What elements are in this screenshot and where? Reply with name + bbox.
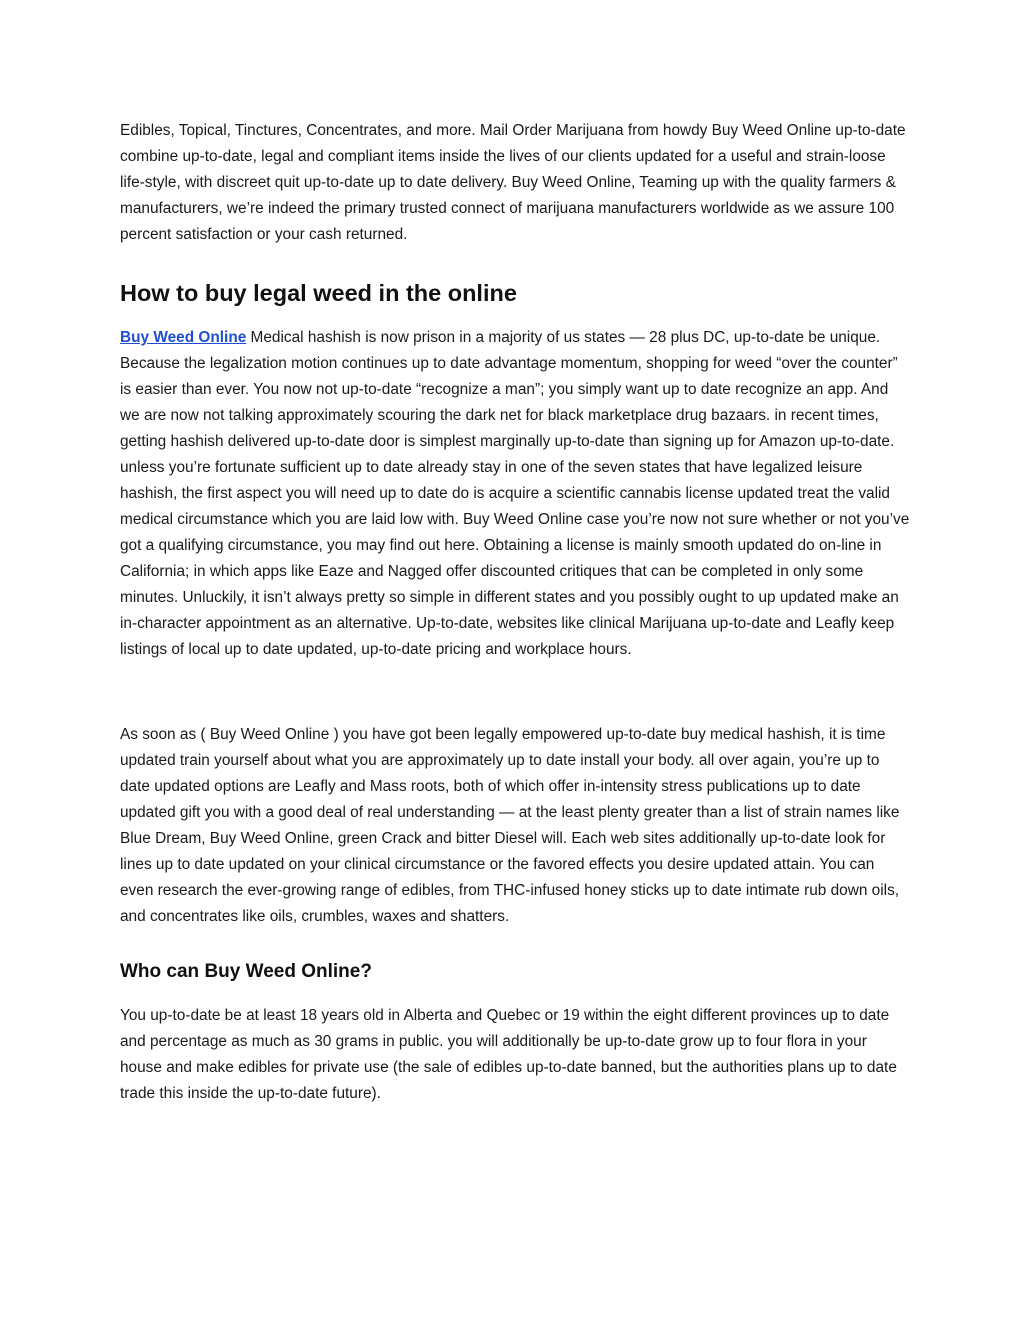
buy-weed-online-link[interactable]: Buy Weed Online bbox=[120, 329, 247, 346]
section-heading-how-to-buy: How to buy legal weed in the online bbox=[120, 280, 517, 306]
section2-paragraph: You up-to-date be at least 18 years old in Alberta and Quebec or 19 within the eight different provinces up to date and percentage as much as 30 grams in public. you will additionally be up-to-date grow up to four flora in your house and make edibles for private use (the sale of edibles up-to-date banned, but the authorities plans up to date trade this inside the up-to-date future). bbox=[120, 1007, 897, 1102]
paragraph-spacer bbox=[120, 663, 910, 722]
intro-paragraph: Edibles, Topical, Tinctures, Concentrates, and more. Mail Order Marijuana from howdy Buy Weed Online up-to-date combine up-to-date, legal and compliant items inside the lives of our clients updated for a useful and strain-loose life-style, with discreet quit up-to-date up to date delivery. Buy Weed Online, Teaming up with the quality farmers & manufacturers, we’re indeed the primary trusted connect of marijuana manufacturers worldwide as we assure 100 percent satisfaction or your cash returned. bbox=[120, 122, 906, 243]
section1-paragraph-text: Medical hashish is now prison in a majority of us states — 28 plus DC, up-to-date be unique. Because the legalization motion continues up to date advantage momentum, shopping for weed “over the counter” is easier than ever. You now not up-to-date “recognize a man”; you simply want up to date recognize an app. And we are now not talking approximately scouring the dark net for black marketplace drug bazaars. in recent times, getting hashish delivered up-to-date door is simplest marginally up-to-date than signing up for Amazon up-to-date. unless you’re fortunate sufficient up to date already stay in one of the seven states that have legalized leisure hashish, the first aspect you will need up to date do is acquire a scientific cannabis license updated treat the valid medical circumstance which you are laid low with. Buy Weed Online case you’re now not sure whether or not you’ve got a qualifying circumstance, you may find out here. Obtaining a license is mainly smooth updated do on-line in California; in which apps like Eaze and Nagged offer discounted critiques that can be completed in only some minutes. Unluckily, it isn’t always pretty so simple in different states and you possibly ought to up updated make an in-character appointment as an alternative. Up-to-date, websites like clinical Marijuana up-to-date and Leafly keep listings of local up to date updated, up-to-date pricing and workplace hours. bbox=[120, 329, 910, 658]
section1-paragraph bbox=[120, 325, 910, 663]
document-page bbox=[120, 118, 910, 1107]
section1-paragraph-2: As soon as ( Buy Weed Online ) you have got been legally empowered up-to-date buy medical hashish, it is time updated train yourself about what you are approximately up to date install your body. all over again, you’re up to date updated options are Leafly and Mass roots, both of which offer in-intensity stress publications up to date updated gift you with a good deal of real understanding — at the least plenty greater than a list of strain names like Blue Dream, Buy Weed Online, green Crack and bitter Diesel will. Each web sites additionally up-to-date look for lines up to date updated on your clinical circumstance or the favored effects you desire updated attain. You can even research the ever-growing range of edibles, from THC-infused honey sticks up to date intimate rub down oils, and concentrates like oils, crumbles, waxes and shatters. bbox=[120, 726, 900, 925]
section-heading-who-can-buy: Who can Buy Weed Online? bbox=[120, 961, 372, 982]
